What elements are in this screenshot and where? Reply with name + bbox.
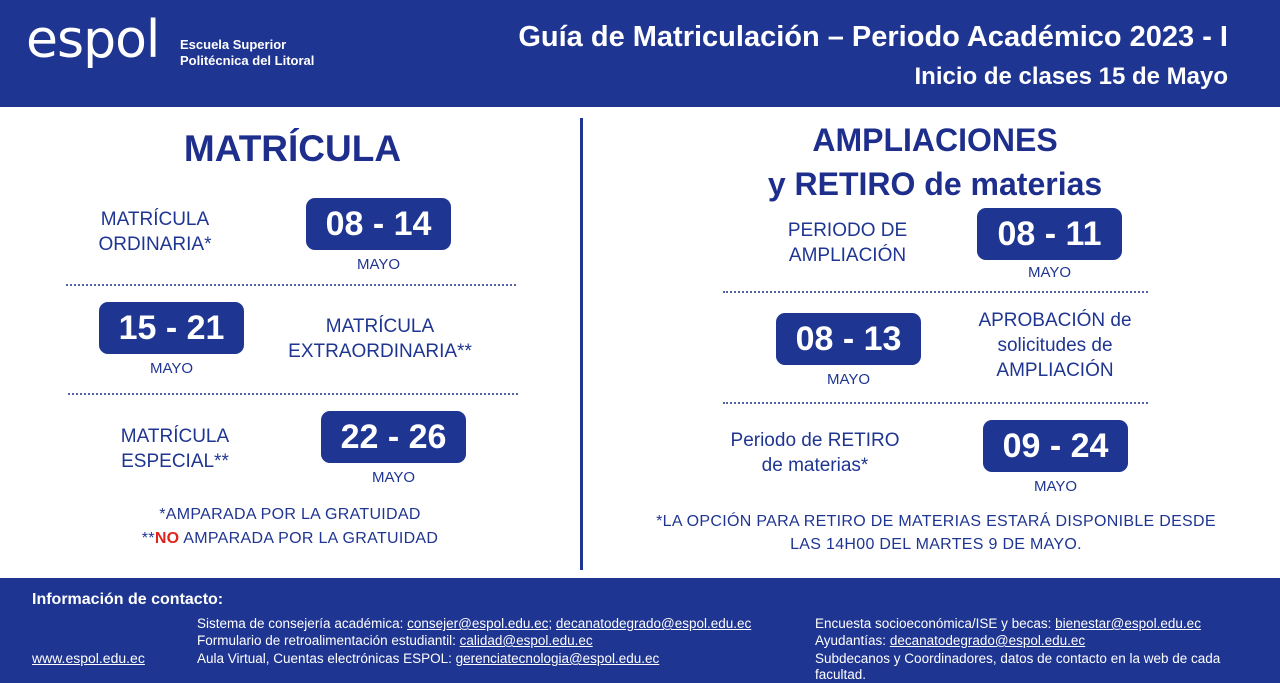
page-subtitle: Inicio de clases 15 de Mayo (914, 63, 1228, 90)
extraordinaria-dates: 15 - 21 (99, 302, 244, 354)
extraordinaria-label-line1: MATRÍCULA (325, 316, 435, 337)
consejeria-label: Sistema de consejería académica: (197, 616, 408, 631)
ordinaria-month: MAYO (356, 256, 401, 273)
contact-col2-row2 (815, 632, 1085, 649)
periodo-ampliacion-month: MAYO (1027, 264, 1072, 281)
ordinaria-label-line1: MATRÍCULA (100, 209, 210, 230)
retiro-note-line2: LAS 14H00 DEL MARTES 9 DE MAYO. (790, 536, 1082, 553)
bienestar-email-link[interactable]: bienestar@espol.edu.ec (1055, 616, 1201, 631)
no-gratuidad-note (70, 527, 510, 551)
retiro-month: MAYO (1033, 478, 1078, 495)
especial-dates: 22 - 26 (321, 411, 466, 463)
logo-subtitle (180, 37, 314, 69)
note-highlight: NO (154, 530, 180, 547)
becas-label: Encuesta socioeconómica/ISE y becas: (815, 616, 1056, 631)
contact-col2-row1 (815, 615, 1201, 632)
ampliaciones-heading (700, 118, 1170, 206)
logo-sub-line1: Escuela Superior (180, 37, 287, 52)
contact-col2-row4: facultad. (815, 667, 867, 682)
especial-label-line2: ESPECIAL** (121, 451, 229, 472)
decanato-email-link[interactable]: decanatodegrado@espol.edu.ec (555, 616, 752, 631)
ordinaria-label-line2: ORDINARIA* (98, 234, 212, 255)
page-title: Guía de Matriculación – Periodo Académico 2023 - I (518, 21, 1228, 53)
aprobacion-label-line3: AMPLIACIÓN (996, 360, 1114, 381)
gratuidad-note: *AMPARADA POR LA GRATUIDAD (159, 506, 421, 523)
periodo-label-line1: PERIODO DE (787, 220, 908, 241)
ayudantias-label: Ayudantías: (815, 633, 890, 648)
extraordinaria-label (280, 314, 480, 364)
contact-col1-row1 (197, 615, 751, 632)
gerencia-email-link[interactable]: gerenciatecnologia@espol.edu.ec (455, 651, 660, 666)
retiro-label-line1: Periodo de RETIRO (730, 430, 900, 451)
note-prefix: ** (141, 530, 155, 547)
divider (66, 284, 516, 286)
aprobacion-label (960, 308, 1150, 383)
retroalimentacion-label: Formulario de retroalimentación estudiantil: (197, 633, 460, 648)
vertical-divider (580, 118, 583, 570)
periodo-ampliacion-label (770, 218, 925, 268)
note-suffix: AMPARADA POR LA GRATUIDAD (179, 530, 439, 547)
periodo-ampliacion-dates: 08 - 11 (977, 208, 1122, 260)
ampliaciones-heading-line2: y RETIRO de materias (767, 166, 1103, 202)
aprobacion-label-line1: APROBACIÓN de (978, 310, 1132, 331)
especial-label (110, 424, 240, 474)
ayudantias-email-link[interactable]: decanatodegrado@espol.edu.ec (889, 633, 1086, 648)
extraordinaria-label-line2: EXTRAORDINARIA** (288, 341, 472, 362)
retiro-note-line1: *LA OPCIÓN PARA RETIRO DE MATERIAS ESTARÁ DISPONIBLE DESDE (656, 513, 1216, 530)
aprobacion-label-line2: solicitudes de (997, 335, 1113, 356)
aprobacion-month: MAYO (826, 371, 871, 388)
aula-virtual-label: Aula Virtual, Cuentas electrónicas ESPOL: (197, 651, 456, 666)
contact-col1-row2 (197, 632, 593, 649)
especial-month: MAYO (371, 469, 416, 486)
website-link[interactable] (32, 650, 145, 667)
retiro-label (720, 428, 910, 478)
especial-label-line1: MATRÍCULA (120, 426, 230, 447)
logo-sub-line2: Politécnica del Litoral (180, 53, 315, 68)
divider (723, 291, 1148, 293)
aprobacion-dates: 08 - 13 (776, 313, 921, 365)
extraordinaria-month: MAYO (149, 360, 194, 377)
ordinaria-dates: 08 - 14 (306, 198, 451, 250)
ordinaria-label (90, 207, 220, 257)
retiro-dates: 09 - 24 (983, 420, 1128, 472)
separator: ; (548, 616, 556, 631)
contact-title: Información de contacto: (32, 591, 224, 608)
website-link-text[interactable]: www.espol.edu.ec (32, 650, 145, 666)
calidad-email-link[interactable]: calidad@espol.edu.ec (459, 633, 593, 648)
periodo-label-line2: AMPLIACIÓN (788, 245, 907, 266)
divider (68, 393, 518, 395)
ampliaciones-heading-line1: AMPLIACIONES (812, 122, 1058, 158)
contact-col2-row3: Subdecanos y Coordinadores, datos de contacto en la web de cada (815, 651, 1221, 666)
contact-col1-row3 (197, 650, 659, 667)
espol-logo: espol (26, 10, 160, 70)
retiro-label-line2: de materias* (761, 455, 869, 476)
matricula-heading: MATRÍCULA (183, 128, 402, 169)
divider (723, 402, 1148, 404)
consejer-email-link[interactable]: consejer@espol.edu.ec (407, 616, 549, 631)
